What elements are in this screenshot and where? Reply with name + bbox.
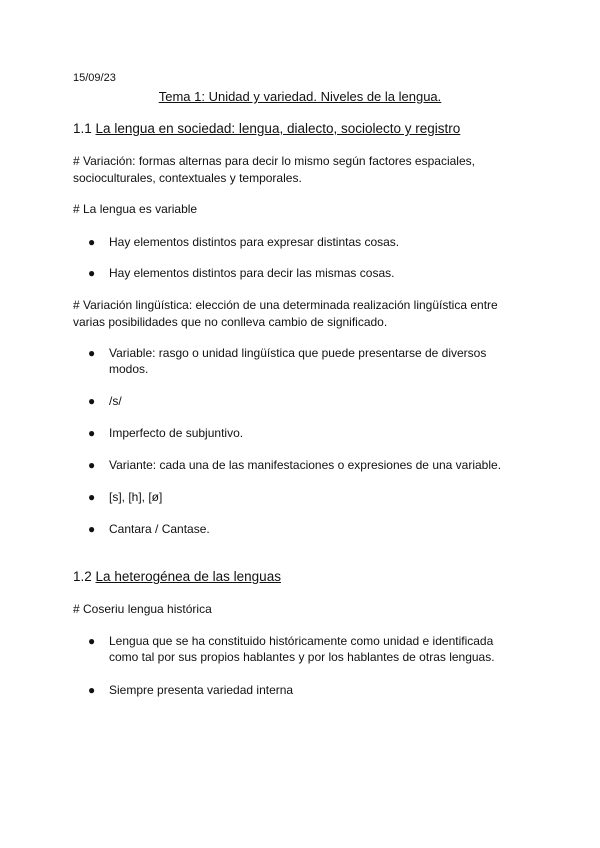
bullet-icon: ● xyxy=(88,634,96,648)
list-item xyxy=(88,265,518,281)
bullet-icon: ● xyxy=(88,394,96,408)
paragraph-variacion-linguistica: # Variación lingüística: elección de una determinada realización lingüística entre varias posibilidades que no conlleva cambio de significado. xyxy=(73,298,498,329)
list-item-text: [s], [h], [ø] xyxy=(109,490,163,504)
section-1-number: 1.1 xyxy=(73,121,92,136)
bullet-icon: ● xyxy=(88,235,96,249)
paragraph-variacion: # Variación: formas alternas para decir lo mismo según factores espaciales, socioculturales, contextuales y temporales. xyxy=(73,154,475,185)
paragraph-lengua-variable: # La lengua es variable xyxy=(73,202,198,216)
section-1-title: La lengua en sociedad: lengua, dialecto, sociolecto y registro xyxy=(95,121,461,136)
bullet-icon: ● xyxy=(88,426,96,440)
list-item-text: Hay elementos distintos para expresar distintas cosas. xyxy=(109,235,400,249)
bullet-icon: ● xyxy=(88,346,96,360)
list-item xyxy=(88,521,518,537)
section-1-heading xyxy=(73,121,460,136)
page-title-text: Tema 1: Unidad y variedad. Niveles de la lengua. xyxy=(158,89,442,104)
page-title xyxy=(0,89,600,104)
date: 15/09/23 xyxy=(73,72,116,84)
list-item xyxy=(88,633,518,665)
bullet-icon: ● xyxy=(88,490,96,504)
list-item-text: Siempre presenta variedad interna xyxy=(109,683,294,697)
list-item-text: Hay elementos distintos para decir las mismas cosas. xyxy=(109,266,395,280)
list-item-text: Cantara / Cantase. xyxy=(109,522,210,536)
bullet-icon: ● xyxy=(88,522,96,536)
list-item-text: Lengua que se ha constituido históricamente como unidad e identificada como tal por sus propios hablantes y por los hablantes de otras lenguas. xyxy=(109,634,495,664)
list-item xyxy=(88,393,518,409)
list-item xyxy=(88,682,518,698)
list-item-text: Variante: cada una de las manifestaciones o expresiones de una variable. xyxy=(109,458,502,472)
list-item xyxy=(88,234,518,250)
list-item-text: /s/ xyxy=(109,394,122,408)
section-2-heading xyxy=(73,569,281,584)
list-item xyxy=(88,489,518,505)
list-item-text: Imperfecto de subjuntivo. xyxy=(109,426,244,440)
paragraph-coseriu: # Coseriu lengua histórica xyxy=(73,602,212,616)
section-2-number: 1.2 xyxy=(73,569,92,584)
list-item xyxy=(88,425,518,441)
list-item xyxy=(88,345,518,377)
bullet-icon: ● xyxy=(88,683,96,697)
list-item-text: Variable: rasgo o unidad lingüística que puede presentarse de diversos modos. xyxy=(109,346,487,376)
list-item xyxy=(88,457,518,473)
section-2-title: La heterogénea de las lenguas xyxy=(95,569,281,584)
bullet-icon: ● xyxy=(88,266,96,280)
bullet-icon: ● xyxy=(88,458,96,472)
